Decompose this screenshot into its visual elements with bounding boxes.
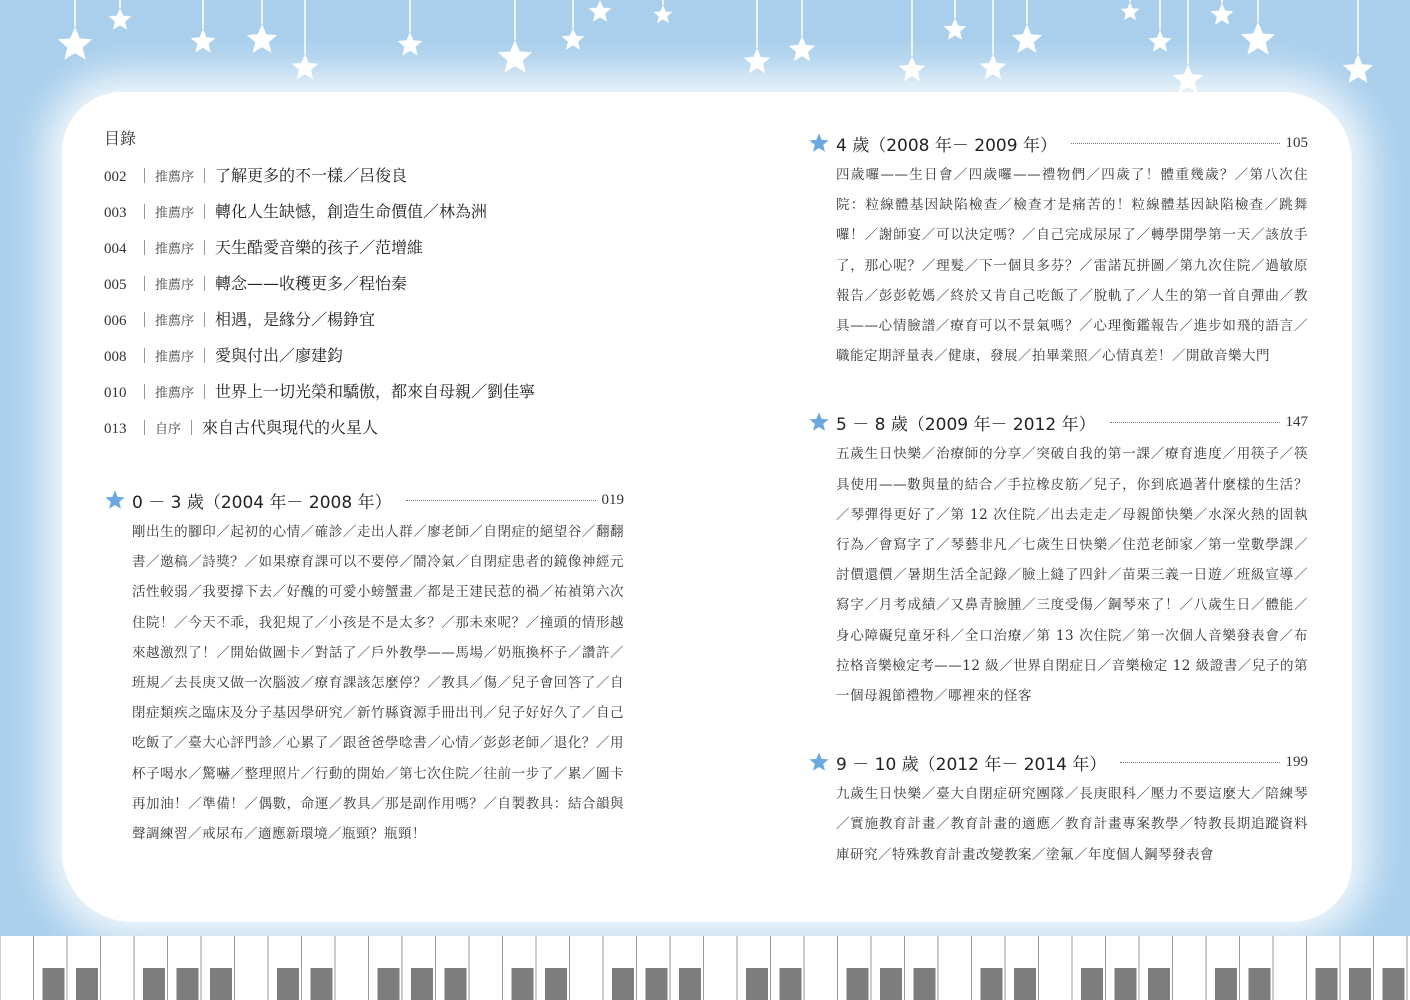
chapter-title: 4 歲（2008 年－ 2009 年） [836, 135, 1057, 156]
black-key [612, 968, 634, 1000]
toc-kind: 推薦序 [155, 170, 195, 185]
toc-entry [104, 375, 624, 411]
chapter-section [104, 485, 624, 849]
black-key [277, 968, 299, 1000]
black-key [847, 968, 869, 1000]
hanging-star-icon [1012, 24, 1042, 53]
left-column [104, 126, 624, 849]
toc-entry [104, 231, 624, 267]
black-key [1249, 968, 1271, 1000]
chapter-title: 9 － 10 歲（2012 年－ 2014 年） [836, 754, 1107, 775]
black-key [1081, 968, 1103, 1000]
chapter-section [808, 747, 1308, 870]
black-key [1115, 968, 1137, 1000]
hanging-star-icon [1241, 22, 1275, 55]
leader-dots [1120, 762, 1279, 763]
leader-dots [1071, 143, 1280, 144]
hanging-star-icon [562, 28, 585, 50]
black-key [143, 968, 165, 1000]
black-key [545, 968, 567, 1000]
separator: ｜ [137, 167, 153, 185]
chapter-title: 5 － 8 歲（2009 年－ 2012 年） [836, 414, 1096, 435]
separator: ｜ [197, 239, 213, 257]
hanging-star-icon [944, 18, 967, 40]
black-key [880, 968, 902, 1000]
toc-title: 天生酷愛音樂的孩子／范增維 [215, 238, 424, 257]
separator: ｜ [184, 419, 200, 437]
toc-title: 了解更多的不一樣／呂俊良 [215, 166, 408, 185]
black-key [1349, 968, 1371, 1000]
toc-entry [104, 267, 624, 303]
chapter-page-number: 105 [1285, 134, 1308, 151]
hanging-star-icon [247, 24, 277, 53]
chapter-section [808, 128, 1308, 371]
black-key [76, 968, 98, 1000]
black-key [780, 968, 802, 1000]
hanging-star-icon [58, 27, 92, 60]
black-key [177, 968, 199, 1000]
chapter-contents: 四歲囉——生日會／四歲囉——禮物們／四歲了！體重幾歲？／第八次住院：粒線體基因缺陷檢查／檢查才是痛苦的！粒線體基因缺陷檢查／跳舞囉！／謝師宴／可以決定嗎？／自己完成尿尿了／轉學開學第一天／該放手了，那心呢？／理髮／下一個貝多芬？／雷諾瓦拼圖／第九次住院／過敏原報告／彭彭乾媽／終於又肯自己吃飯了／脫軌了／人生的第一首自彈曲／教具——心情臉譜／療育可以不景氣嗎？／心理衡鑑報告／進步如飛的語言／職能定期評量表／健康，發展／拍畢業照／心情真差！／開啟音樂大門 [836, 167, 1308, 365]
toc-page-number: 002 [104, 169, 127, 185]
hanging-star-icon [292, 54, 319, 79]
hanging-star-icon [498, 40, 532, 73]
toc-page-number: 006 [104, 313, 127, 329]
toc-kind: 推薦序 [155, 350, 195, 365]
chapter-heading [808, 747, 1308, 777]
toc-page-number: 008 [104, 349, 127, 365]
toc-title: 來自古代與現代的火星人 [202, 418, 379, 437]
toc-entry [104, 411, 624, 447]
separator: ｜ [197, 347, 213, 365]
hanging-star-icon [654, 5, 673, 23]
toc-entry [104, 159, 624, 195]
hanging-star-icon [980, 54, 1007, 79]
black-key [1148, 968, 1170, 1000]
toc-kind: 推薦序 [155, 242, 195, 257]
hanging-star-icon [109, 8, 132, 30]
toc-entry [104, 339, 624, 375]
separator: ｜ [137, 383, 153, 401]
star-icon [808, 132, 830, 154]
chapter-heading [808, 407, 1308, 437]
separator: ｜ [137, 203, 153, 221]
separator: ｜ [137, 275, 153, 293]
leader-dots [406, 500, 596, 501]
toc-title: 轉念——收穫更多／程怡秦 [215, 274, 408, 293]
star-icon [808, 411, 830, 433]
hanging-star-icon [398, 32, 423, 56]
chapter-page-number: 019 [601, 491, 624, 508]
separator: ｜ [137, 239, 153, 257]
toc-entry [104, 195, 624, 231]
toc-page-number: 003 [104, 205, 127, 221]
toc-page-number: 013 [104, 421, 127, 437]
hanging-star-icon [1173, 64, 1203, 93]
chapter-heading [808, 128, 1308, 158]
chapter-page-number: 147 [1285, 413, 1308, 430]
black-key [43, 968, 65, 1000]
black-key [1316, 968, 1338, 1000]
black-key [512, 968, 534, 1000]
black-key [1215, 968, 1237, 1000]
toc-kind: 自序 [155, 422, 182, 437]
chapter-heading [104, 485, 624, 515]
star-icon [104, 489, 126, 511]
toc-title: 愛與付出／廖建鈞 [215, 346, 344, 365]
toc-page-number: 010 [104, 385, 127, 401]
hanging-star-icon [1343, 54, 1373, 83]
separator: ｜ [197, 167, 213, 185]
leader-dots [1110, 422, 1280, 423]
toc-kind: 推薦序 [155, 206, 195, 221]
chapter-contents: 五歲生日快樂／治療師的分享／突破自我的第一課／療育進度／用筷子／筷具使用——數與量的結合／手拉橡皮筋／兒子，你到底過著什麼樣的生活？／琴彈得更好了／第 12 次住院／出去走走／母親節快樂／水深火熱的固執行為／會寫字了／琴藝非凡／七歲生日快樂／住范老師家／第一堂數學課／討價還價／暑期生活全記錄／臉上縫了四針／苗栗三義一日遊／班級宣導／寫字／月考成績／又鼻青臉腫／三度受傷／鋼琴來了！／八歲生日／體能／身心障礙兒童牙科／全口治療／第 13 次住院／第一次個人音樂發表會／布拉格音樂檢定考——12 級／世界自閉症日／音樂檢定 12 級證書／兒子的第一個母親節禮物／哪裡來的怪客 [836, 446, 1308, 705]
chapter-title: 0 － 3 歲（2004 年－ 2008 年） [132, 492, 392, 513]
separator: ｜ [137, 347, 153, 365]
toc-title: 相遇，是緣分／楊錚宜 [215, 310, 376, 329]
toc-list [104, 159, 624, 447]
black-key [311, 968, 333, 1000]
hanging-star-icon [1149, 30, 1172, 52]
hanging-star-icon [1211, 3, 1234, 25]
chapter-contents: 剛出生的腳印／起初的心情／確診／走出人群／廖老師／自閉症的絕望谷／翻翻書／邀稿／詩獎？／如果療育課可以不要停／鬧冷氣／自閉症患者的鏡像神經元活性較弱／我要撐下去／好醜的可愛小螃蟹畫／都是王建民惹的禍／祐禎第六次住院！／今天不乖，我犯規了／小孩是不是太多？／那未來呢？／撞頭的情形越來越激烈了！／開始做圖卡／對話了／戶外教學——馬場／奶瓶換杯子／讚許／班規／去長庚又做一次腦波／療育課該怎麼停？／教具／傷／兒子會回答了／自閉症類疾之臨床及分子基因學研究／新竹縣資源手冊出刊／兒子好好久了／自己吃飯了／臺大心評門診／心累了／跟爸爸學唸書／心情／彭彭老師／退化？／用杯子喝水／驚嚇／整理照片／行動的開始／第七次住院／往前一步了／累／圖卡再加油！／準備！／偶數，命運／教具／那是副作用嗎？／自製教具：結合韻與聲調練習／戒尿布／適應新環境／瓶頸？瓶頸！ [132, 524, 624, 843]
piano-keyboard-decoration [0, 936, 1410, 1000]
piano-keys-icon [0, 936, 1410, 1000]
black-key [646, 968, 668, 1000]
black-key [378, 968, 400, 1000]
black-key [445, 968, 467, 1000]
hanging-star-icon [1121, 2, 1140, 20]
black-key [679, 968, 701, 1000]
separator: ｜ [197, 203, 213, 221]
toc-page-number: 005 [104, 277, 127, 293]
hanging-star-icon [789, 36, 816, 61]
chapter-contents: 九歲生日快樂／臺大自閉症研究團隊／長庚眼科／壓力不要這麼大／陪練琴／實施教育計畫／教育計畫的適應／教育計畫專案教學／特教長期追蹤資料庫研究／特殊教育計畫改變教案／塗氟／年度個人鋼琴發表會 [836, 786, 1308, 863]
hanging-star-icon [191, 29, 216, 53]
separator: ｜ [197, 275, 213, 293]
separator: ｜ [197, 383, 213, 401]
hanging-star-icon [589, 0, 612, 22]
black-key [411, 968, 433, 1000]
black-key [746, 968, 768, 1000]
toc-kind: 推薦序 [155, 278, 195, 293]
toc-title: 世界上一切光榮和驕傲，都來自母親／劉佳寧 [215, 382, 536, 401]
toc-heading: 目錄 [104, 129, 137, 148]
black-key [1383, 968, 1405, 1000]
toc-entry [104, 303, 624, 339]
hanging-star-icon [899, 56, 926, 81]
black-key [210, 968, 232, 1000]
star-icon [808, 751, 830, 773]
toc-page-number: 004 [104, 241, 127, 257]
toc-kind: 推薦序 [155, 386, 195, 401]
chapter-section [808, 407, 1308, 711]
hanging-star-icon [744, 48, 771, 73]
right-column [808, 128, 1308, 870]
black-key [981, 968, 1003, 1000]
toc-kind: 推薦序 [155, 314, 195, 329]
separator: ｜ [197, 311, 213, 329]
black-key [1014, 968, 1036, 1000]
chapter-page-number: 199 [1285, 753, 1308, 770]
separator: ｜ [137, 311, 153, 329]
black-key [914, 968, 936, 1000]
separator: ｜ [137, 419, 153, 437]
toc-title: 轉化人生缺憾，創造生命價值／林為洲 [215, 202, 488, 221]
